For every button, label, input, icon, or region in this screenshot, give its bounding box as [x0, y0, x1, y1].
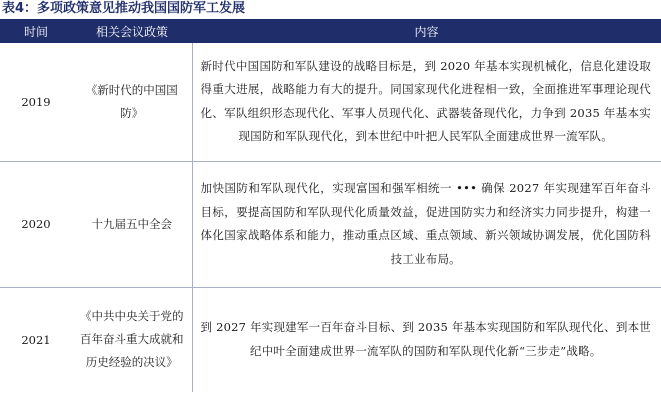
row-year: 2021	[21, 332, 51, 347]
header-meeting-policy: 相关会议政策	[72, 19, 192, 43]
row-year: 2019	[21, 94, 51, 109]
table-header-row	[0, 19, 661, 43]
policy-table	[0, 19, 661, 392]
row-content: 新时代中国国防和军队建设的战略目标是，到 2020 年基本实现机械化，信息化建设取得重大进展，战略能力有大的提升。同国家现代化进程相一致，全面推进军事理论现代化、军队组织形态现代化、军事人员现代化、武器装备现代化，力争到 2035 年基本实现国防和军队现代化，到本世纪中叶把人民军队全面建成世界一流军队。	[192, 43, 661, 161]
header-content: 内容	[192, 19, 661, 43]
row-year: 2020	[21, 217, 51, 231]
row-meeting: 《新时代的中国国防》	[85, 82, 178, 120]
table-row	[0, 161, 661, 287]
row-meeting: 十九届五中全会	[91, 216, 172, 231]
table-row	[0, 287, 661, 392]
row-content: 到 2027 年实现建军一百年奋斗目标、到 2035 年基本实现国防和军队现代化、到本世纪中叶全面建成世界一流军队的国防和军队现代化新“三步走”战略。	[192, 287, 661, 392]
row-content: 加快国防和军队现代化，实现富国和强军相统一 ••• 确保 2027 年实现建军百年奋斗目标，要提高国防和军队现代化质量效益，促进国防实力和经济实力同步提升，构建一体化国家战略体系和能力，推动重点区域、重点领域、新兴领域协调发展，优化国防科技工业布局。	[192, 161, 661, 287]
table-row	[0, 43, 661, 161]
header-time: 时间	[0, 19, 72, 43]
row-meeting: 《中共中央关于党的百年奋斗重大成就和历史经验的决议》	[80, 309, 184, 370]
table-title: 表4：多项政策意见推动我国国防军工发展	[2, 1, 246, 16]
